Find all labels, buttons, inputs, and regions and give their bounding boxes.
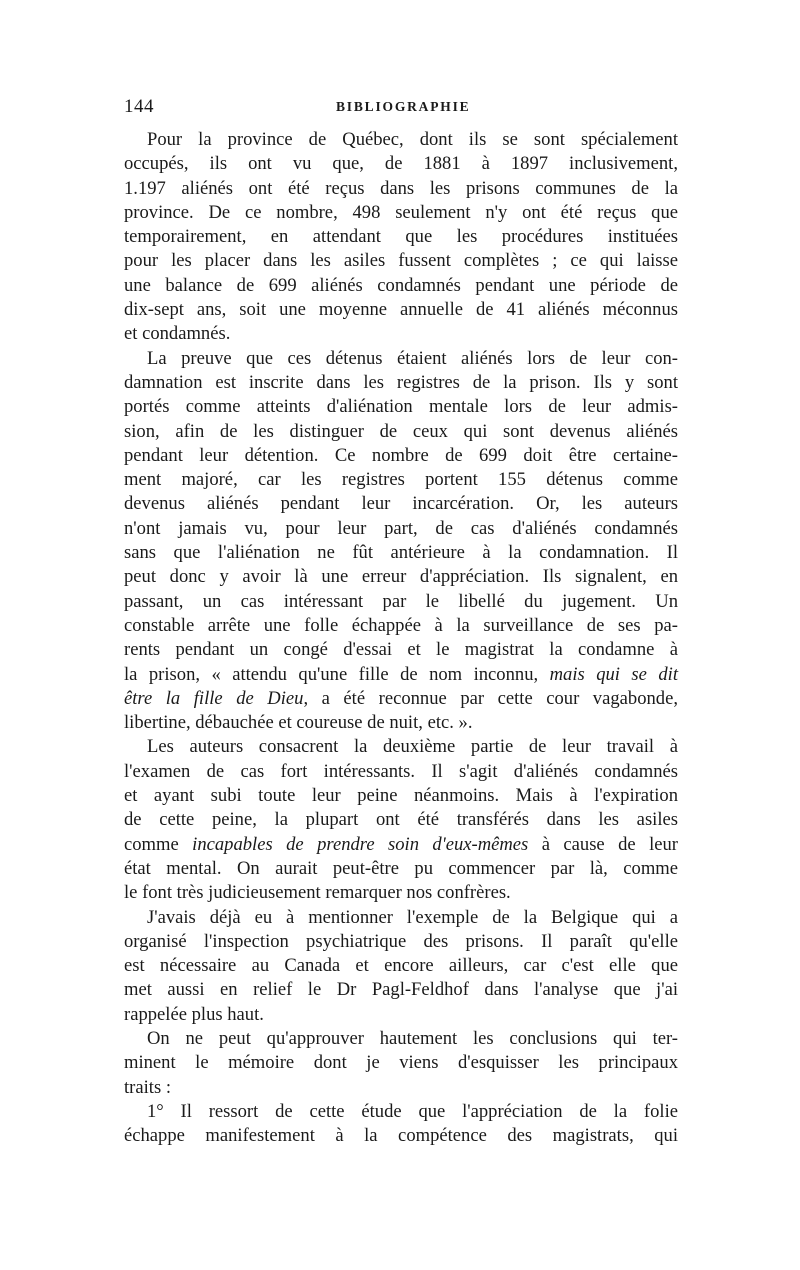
text-line <box>124 225 678 249</box>
text-line <box>124 444 678 468</box>
text-segment: met aussi en relief le Dr Pagl-Feldhof dans l'analyse que j'ai <box>124 979 678 1001</box>
text-segment: La preuve que ces détenus étaient aliénés lors de leur con- <box>147 347 678 369</box>
text-line <box>124 954 678 978</box>
text-segment: de cette peine, la plupart ont été transférés dans les asiles <box>124 809 678 831</box>
text-line <box>124 930 678 954</box>
text-line <box>124 128 678 152</box>
text-segment: On ne peut qu'approuver hautement les conclusions qui ter- <box>147 1027 678 1049</box>
text-segment: constable arrête une folle échappée à la surveillance de ses pa- <box>124 614 678 636</box>
text-segment: pour les placer dans les asiles fussent complètes ; ce qui laisse <box>124 250 678 272</box>
text-segment: dix-sept ans, soit une moyenne annuelle de 41 aliénés méconnus <box>124 299 678 321</box>
text-segment: damnation est inscrite dans les registres de la prison. Ils y sont <box>124 371 678 393</box>
text-line <box>124 711 678 735</box>
text-line <box>124 274 678 298</box>
text-segment: et ayant subi toute leur peine néanmoins. Mais à l'expiration <box>124 785 678 807</box>
text-line <box>124 565 678 589</box>
text-segment: traits : <box>124 1076 171 1098</box>
italic-text: être la fille de Dieu <box>124 687 304 709</box>
text-segment: échappe manifestement à la compétence des magistrats, qui <box>124 1125 678 1147</box>
text-line <box>124 420 678 444</box>
running-head <box>124 96 678 126</box>
text-line <box>124 760 678 784</box>
text-segment: devenus aliénés pendant leur incarcération. Or, les auteurs <box>124 493 678 515</box>
text-line <box>124 833 678 857</box>
text-segment: peut donc y avoir là une erreur d'appréciation. Ils signalent, en <box>124 566 678 588</box>
text-segment: rappelée plus haut. <box>124 1003 264 1025</box>
text-segment: ment majoré, car les registres portent 155 détenus comme <box>124 469 678 491</box>
text-line <box>124 517 678 541</box>
text-line <box>124 347 678 371</box>
text-line <box>124 371 678 395</box>
text-line <box>124 322 678 346</box>
text-line <box>124 541 678 565</box>
body-text <box>124 128 678 1148</box>
text-segment: portés comme atteints d'aliénation mentale lors de leur admis- <box>124 396 678 418</box>
text-segment: l'examen de cas fort intéressants. Il s'agit d'aliénés condamnés <box>124 760 678 782</box>
text-line <box>124 177 678 201</box>
text-line <box>124 395 678 419</box>
text-segment: passant, un cas intéressant par le libellé du jugement. Un <box>124 590 678 612</box>
text-line <box>124 1124 678 1148</box>
text-line <box>124 1076 678 1100</box>
text-segment: est nécessaire au Canada et encore ailleurs, car c'est elle que <box>124 955 678 977</box>
text-segment: libertine, débauchée et coureuse de nuit, etc. ». <box>124 712 473 734</box>
text-line <box>124 687 678 711</box>
text-segment: organisé l'inspection psychiatrique des prisons. Il paraît qu'elle <box>124 930 678 952</box>
text-segment: n'ont jamais vu, pour leur part, de cas d'aliénés condamnés <box>124 517 678 539</box>
text-segment: pendant leur détention. Ce nombre de 699 doit être certaine- <box>124 444 678 466</box>
text-segment: rents pendant un congé d'essai et le magistrat la condamne à <box>124 639 678 661</box>
running-title: BIBLIOGRAPHIE <box>336 99 471 114</box>
text-segment: et condamnés. <box>124 323 231 345</box>
text-line <box>124 614 678 638</box>
page-number: 144 <box>124 96 154 117</box>
text-segment: état mental. On aurait peut-être pu commencer par là, comme <box>124 857 678 879</box>
text-line <box>124 663 678 687</box>
text-line <box>124 201 678 225</box>
text-line <box>124 735 678 759</box>
text-line <box>124 590 678 614</box>
text-line <box>124 1100 678 1124</box>
text-line <box>124 906 678 930</box>
text-line <box>124 492 678 516</box>
text-segment: comme <box>124 833 193 855</box>
text-line <box>124 857 678 881</box>
text-line <box>124 638 678 662</box>
text-segment: Les auteurs consacrent la deuxième partie de leur travail à <box>147 736 678 758</box>
text-line <box>124 468 678 492</box>
text-line <box>124 152 678 176</box>
text-segment: J'avais déjà eu à mentionner l'exemple de la Belgique qui a <box>147 906 678 928</box>
text-line <box>124 1003 678 1027</box>
text-segment: le font très judicieusement remarquer nos confrères. <box>124 882 511 904</box>
text-segment: une balance de 699 aliénés condamnés pendant une période de <box>124 274 678 296</box>
text-segment: sans que l'aliénation ne fût antérieure à la condamnation. Il <box>124 542 678 564</box>
text-segment: temporairement, en attendant que les procédures instituées <box>124 226 678 248</box>
text-line <box>124 298 678 322</box>
text-segment: 1° Il ressort de cette étude que l'appréciation de la folie <box>147 1100 678 1122</box>
text-line <box>124 1027 678 1051</box>
text-segment: Pour la province de Québec, dont ils se sont spécialement <box>147 129 678 150</box>
italic-text: incapables de prendre soin d'eux-mêmes <box>192 833 529 855</box>
text-segment: occupés, ils ont vu que, de 1881 à 1897 inclusivement, <box>124 153 678 175</box>
text-line <box>124 784 678 808</box>
text-line <box>124 1051 678 1075</box>
text-line <box>124 881 678 905</box>
text-line <box>124 249 678 273</box>
text-segment: minent le mémoire dont je viens d'esquisser les principaux <box>124 1052 678 1074</box>
text-line <box>124 808 678 832</box>
text-line <box>124 978 678 1002</box>
book-page <box>124 96 678 1148</box>
text-segment: province. De ce nombre, 498 seulement n'y ont été reçus que <box>124 201 678 223</box>
text-segment: , a été reconnue par cette cour vagabonde, <box>303 687 678 709</box>
text-segment: la prison, « attendu qu'une fille de nom inconnu, <box>124 663 550 685</box>
italic-text: mais qui se dit <box>549 663 678 685</box>
text-segment: 1.197 aliénés ont été reçus dans les prisons communes de la <box>124 177 678 199</box>
text-segment: à cause de leur <box>528 833 678 855</box>
text-segment: sion, afin de les distinguer de ceux qui sont devenus aliénés <box>124 420 678 442</box>
